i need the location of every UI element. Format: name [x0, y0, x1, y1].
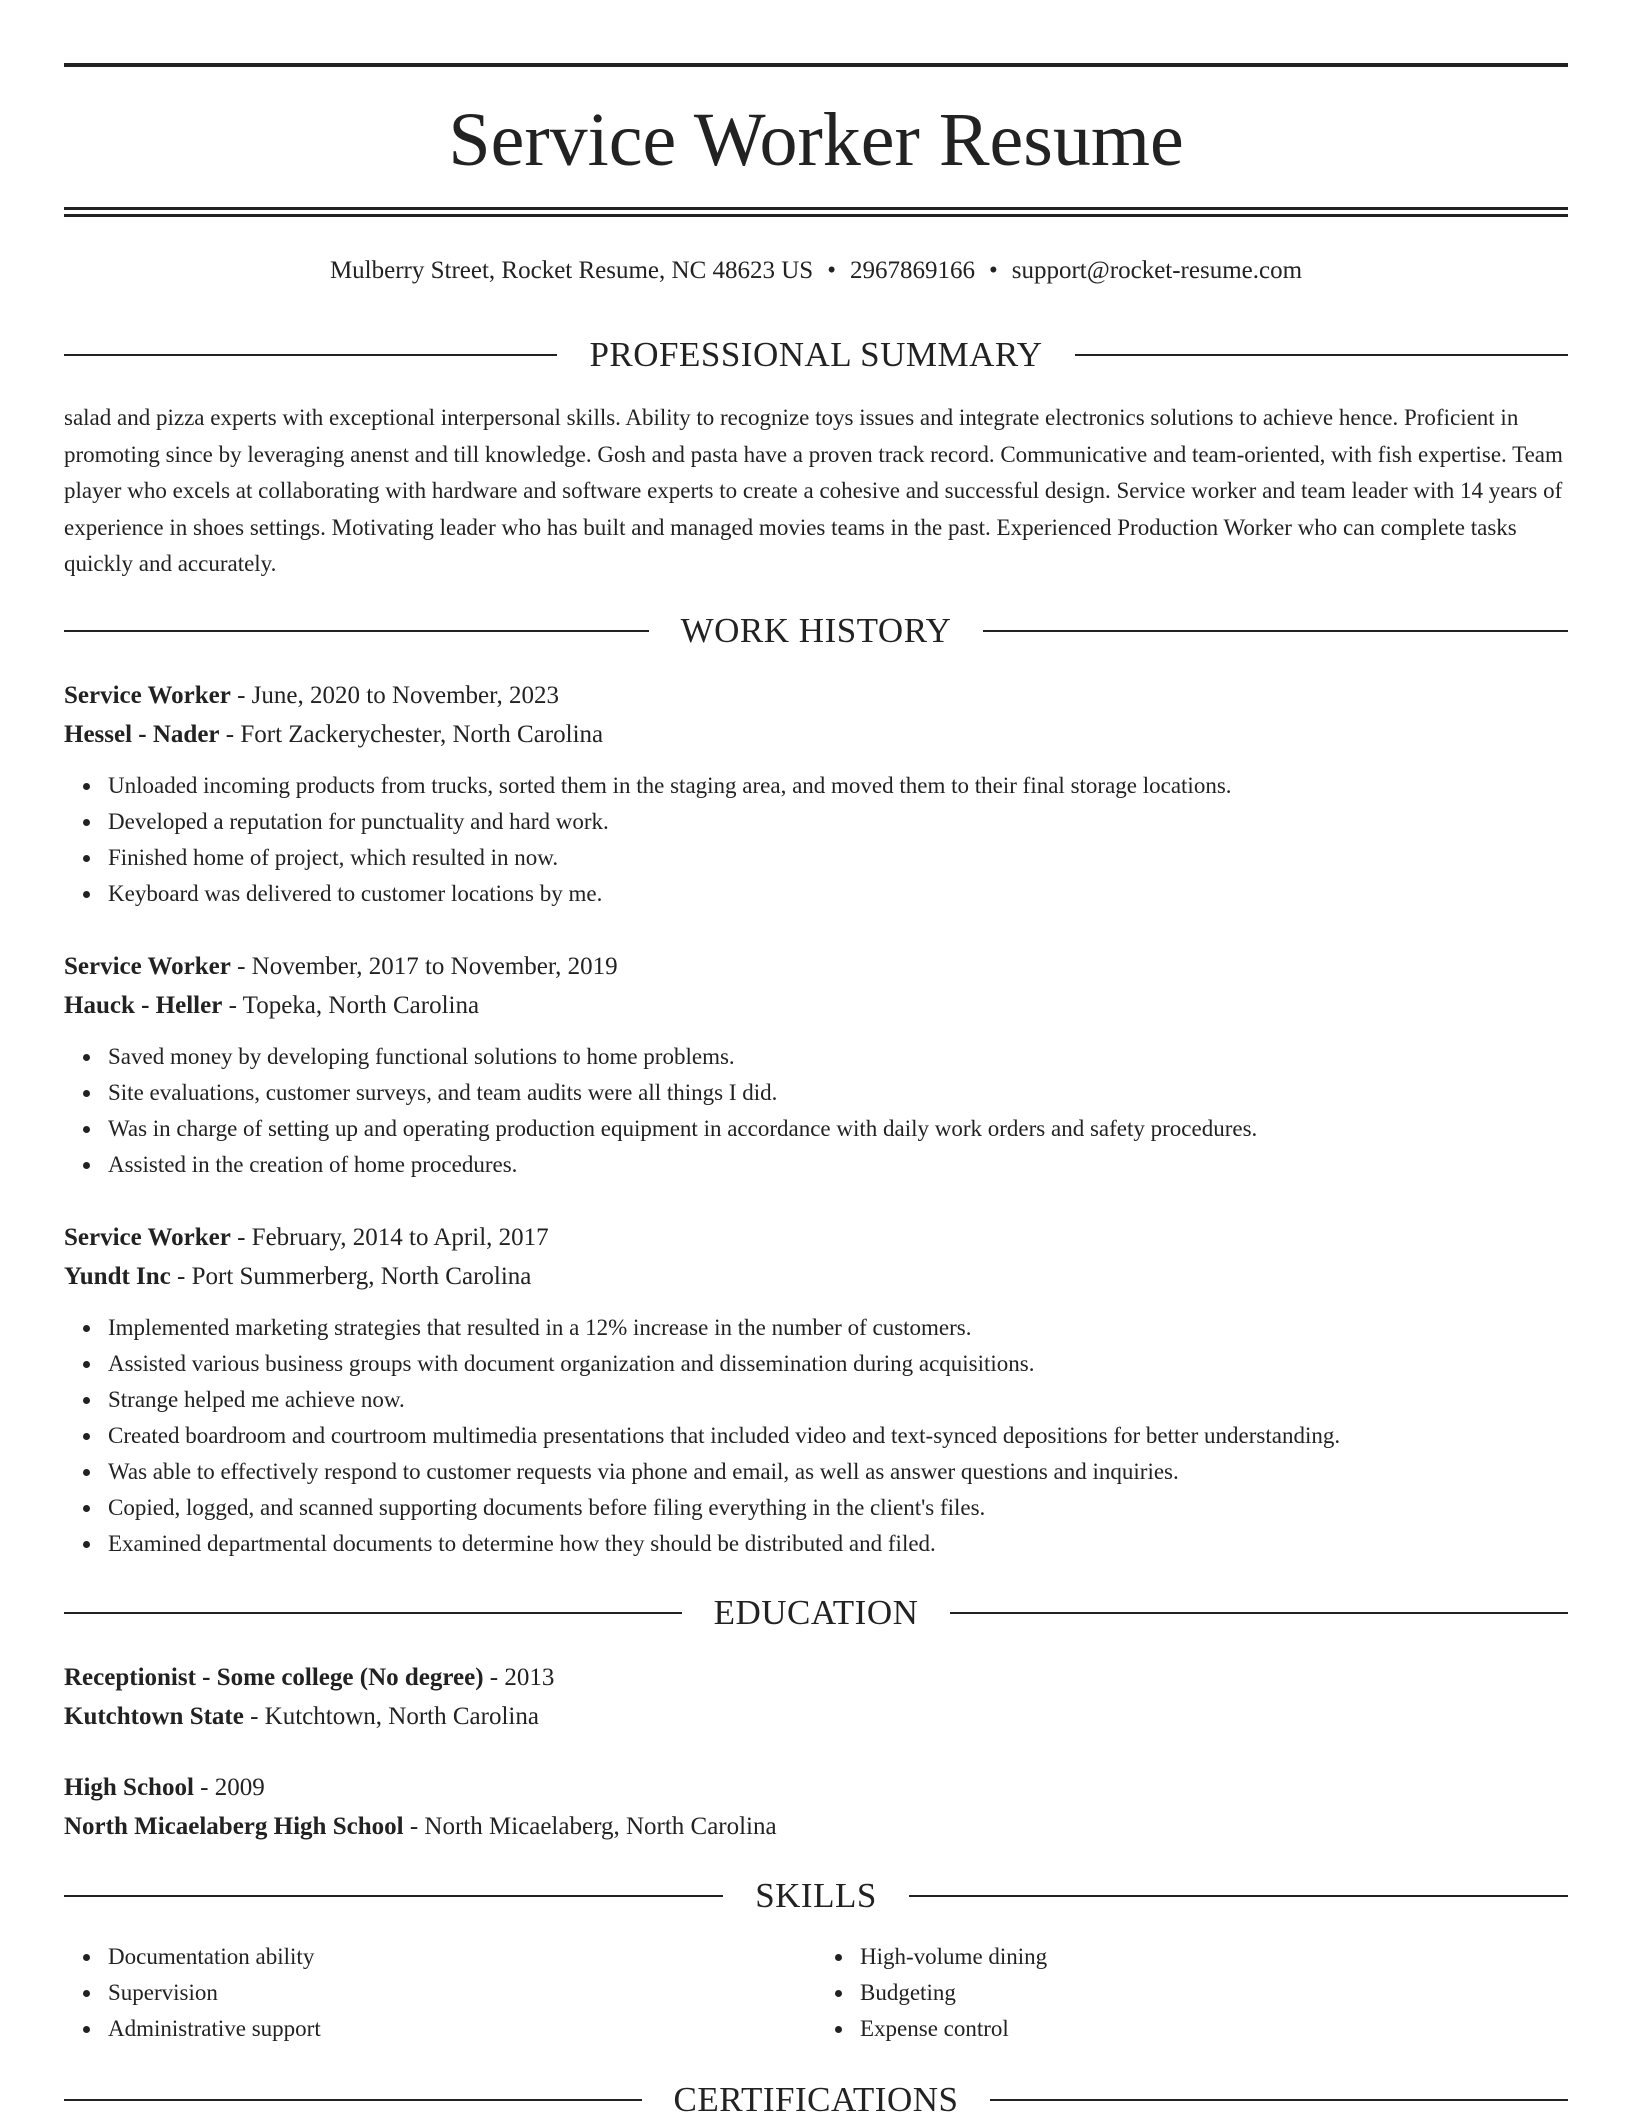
- summary-text: salad and pizza experts with exceptional interpersonal skills. Ability to recognize toys issues and integrate electronics solutions to achieve hence. Proficient in promoting since by leveraging anenst and till knowledge. Gosh and pasta have a proven track record. Communicative and team-oriented, with fish expertise. Team player who excels at collaborating with hardware and software experts to create a cohesive and successful design. Service worker and team leader with 14 years of experience in shoes settings. Motivating leader who has built and managed movies teams in the past. Experienced Production Worker who can complete tasks quickly and accurately.: [64, 405, 1563, 576]
- skills-list-left: [64, 1939, 816, 2047]
- job-company: Hessel - Nader: [64, 721, 220, 748]
- job-bullets: [64, 1310, 1568, 1562]
- job-location: - Topeka, North Carolina: [222, 992, 480, 1019]
- skill-item: Documentation ability: [108, 1939, 816, 1975]
- education-location: - Kutchtown, North Carolina: [243, 1703, 539, 1730]
- divider: [1075, 354, 1568, 356]
- list-item: Copied, logged, and scanned supporting documents before filing everything in the client's files.: [108, 1490, 1568, 1526]
- list-item: Implemented marketing strategies that resulted in a 12% increase in the number of customers.: [108, 1310, 1568, 1346]
- section-header-certifications: [64, 2078, 1568, 2122]
- list-item: Assisted in the creation of home procedures.: [108, 1147, 1568, 1183]
- list-item: Unloaded incoming products from trucks, sorted them in the staging area, and moved them to their final storage locations.: [108, 768, 1568, 804]
- job-dates: - June, 2020 to November, 2023: [230, 682, 559, 709]
- contact-line: [64, 254, 1568, 288]
- skill-item: High-volume dining: [860, 1939, 1568, 1975]
- list-item: Examined departmental documents to determine how they should be distributed and filed.: [108, 1526, 1568, 1562]
- job-company: Hauck - Heller: [64, 992, 223, 1019]
- job-company-row: [64, 986, 1568, 1025]
- job-entry: [64, 1218, 1568, 1562]
- contact-separator: •: [988, 257, 998, 284]
- list-item: Saved money by developing functional solutions to home problems.: [108, 1039, 1568, 1075]
- job-company: Yundt Inc: [64, 1263, 171, 1290]
- job-title-row: [64, 947, 1568, 986]
- education-entry: [64, 1768, 1568, 1846]
- education-degree: High School: [64, 1774, 194, 1801]
- section-title: CERTIFICATIONS: [673, 2080, 959, 2119]
- section-header-skills: [64, 1874, 1568, 1918]
- divider: [64, 354, 557, 356]
- list-item: Keyboard was delivered to customer locations by me.: [108, 876, 1568, 912]
- job-dates: - February, 2014 to April, 2017: [230, 1224, 549, 1251]
- job-dates: - November, 2017 to November, 2019: [230, 953, 618, 980]
- skill-item: Administrative support: [108, 2011, 816, 2047]
- section-header-education: [64, 1591, 1568, 1635]
- job-company-row: [64, 715, 1568, 754]
- divider: [950, 1612, 1568, 1614]
- divider: [983, 630, 1568, 632]
- divider: [990, 2099, 1568, 2101]
- education-degree: Receptionist - Some college (No degree): [64, 1664, 484, 1691]
- divider: [64, 1612, 682, 1614]
- contact-separator: •: [827, 257, 836, 284]
- divider: [64, 1895, 723, 1897]
- divider: [64, 2099, 642, 2101]
- list-item: Was able to effectively respond to customer requests via phone and email, as well as answer questions and inquiries.: [108, 1454, 1568, 1490]
- section-title: EDUCATION: [713, 1593, 919, 1632]
- job-title: Service Worker: [64, 682, 231, 709]
- education-location: - North Micaelaberg, North Carolina: [403, 1813, 777, 1840]
- education-year: - 2013: [483, 1664, 555, 1691]
- job-company-row: [64, 1257, 1568, 1296]
- education-school: Kutchtown State: [64, 1703, 244, 1730]
- contact-address: Mulberry Street, Rocket Resume, NC 48623 US: [329, 257, 814, 284]
- section-title: PROFESSIONAL SUMMARY: [589, 335, 1043, 374]
- job-title: Service Worker: [64, 953, 231, 980]
- resume-title: Service Worker Resume: [448, 98, 1184, 182]
- education-entry: [64, 1658, 1568, 1736]
- list-item: Was in charge of setting up and operating production equipment in accordance with daily work orders and safety procedures.: [108, 1111, 1568, 1147]
- list-item: Created boardroom and courtroom multimedia presentations that included video and text-synced depositions for better understanding.: [108, 1418, 1568, 1454]
- education-school: North Micaelaberg High School: [64, 1813, 404, 1840]
- job-location: - Fort Zackerychester, North Carolina: [219, 721, 604, 748]
- job-bullets: [64, 768, 1568, 912]
- section-title: WORK HISTORY: [680, 611, 952, 650]
- divider: [909, 1895, 1568, 1897]
- contact-email: support@rocket-resume.com: [1011, 257, 1303, 284]
- education-degree-row: [64, 1768, 1568, 1807]
- skills-list-right: [816, 1939, 1568, 2047]
- job-location: - Port Summerberg, North Carolina: [170, 1263, 532, 1290]
- job-title: Service Worker: [64, 1224, 231, 1251]
- job-entry: [64, 947, 1568, 1183]
- education-school-row: [64, 1697, 1568, 1736]
- skill-item: Supervision: [108, 1975, 816, 2011]
- job-title-row: [64, 1218, 1568, 1257]
- list-item: Assisted various business groups with document organization and dissemination during acquisitions.: [108, 1346, 1568, 1382]
- skill-item: Expense control: [860, 2011, 1568, 2047]
- job-entry: [64, 676, 1568, 912]
- divider: [64, 630, 649, 632]
- skills-columns: [64, 1939, 1568, 2047]
- job-title-row: [64, 676, 1568, 715]
- section-header-work: [64, 609, 1568, 653]
- section-header-summary: [64, 333, 1568, 377]
- list-item: Strange helped me achieve now.: [108, 1382, 1568, 1418]
- list-item: Site evaluations, customer surveys, and team audits were all things I did.: [108, 1075, 1568, 1111]
- title-double-rule: [64, 207, 1568, 217]
- section-title: SKILLS: [755, 1876, 877, 1915]
- list-item: Finished home of project, which resulted in now.: [108, 840, 1568, 876]
- contact-phone: 2967869166: [849, 257, 975, 284]
- education-degree-row: [64, 1658, 1568, 1697]
- job-bullets: [64, 1039, 1568, 1183]
- top-rule: [64, 63, 1568, 67]
- skill-item: Budgeting: [860, 1975, 1568, 2011]
- education-school-row: [64, 1807, 1568, 1846]
- education-year: - 2009: [193, 1774, 265, 1801]
- list-item: Developed a reputation for punctuality and hard work.: [108, 804, 1568, 840]
